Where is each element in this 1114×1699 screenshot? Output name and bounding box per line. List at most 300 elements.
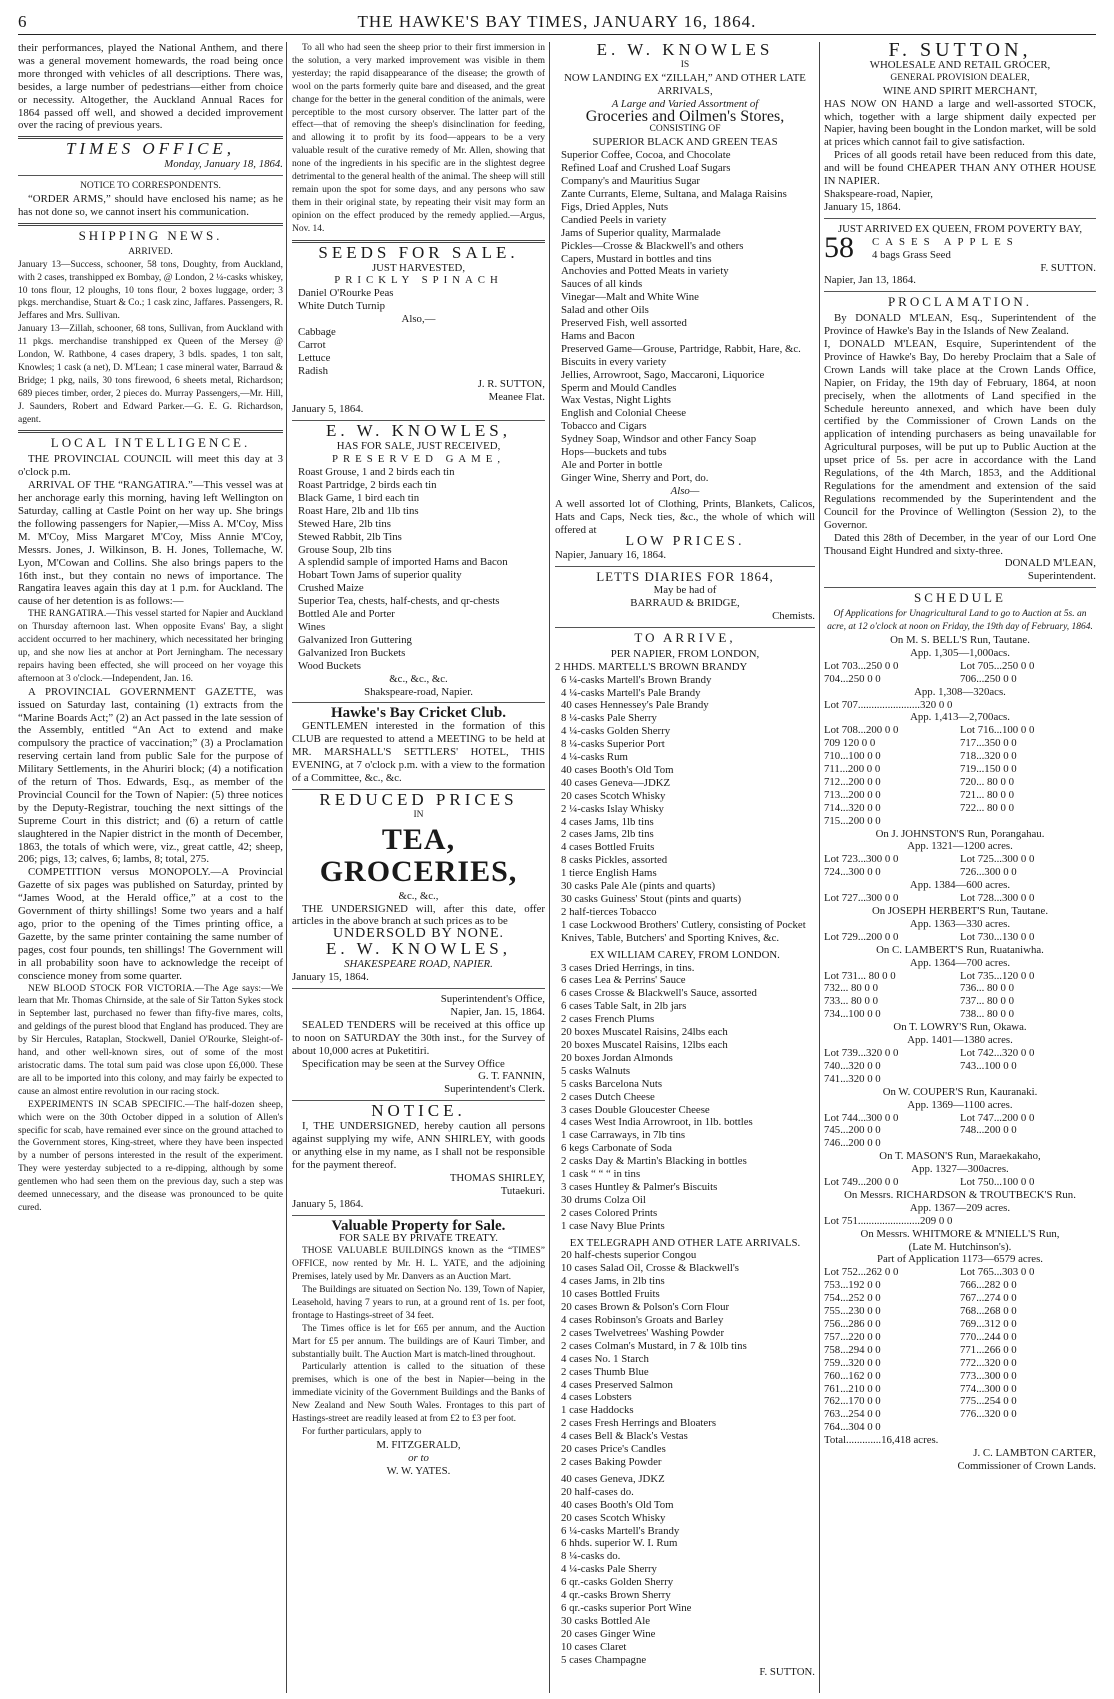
list-item: 20 boxes Jordan Almonds: [561, 1051, 673, 1064]
list-item: 5 casks Walnuts: [561, 1064, 631, 1077]
schedule-run: On C. LAMBERT'S Run, Ruataniwha.: [876, 943, 1044, 956]
list-item: Candied Peels in variety: [561, 213, 667, 226]
ad-text: I, THE UNDERSIGNED, hereby caution all persons against supplying my wife, ANN SHIRLEY, with goods or anything else in my name, as I shall not be responsible for the payment thereof.: [292, 1120, 545, 1171]
schedule-lot: 756...286 0 0: [824, 1318, 881, 1330]
seed-list: [292, 326, 545, 378]
list-item: 6 ¼-casks Martell's Brown Brandy: [561, 673, 712, 686]
ad-title: EX WILLIAM CAREY, FROM LONDON.: [590, 948, 780, 961]
ad-date: January 15, 1864.: [292, 971, 369, 984]
list-item: Preserved Fish, well assorted: [561, 317, 687, 330]
ad-address: Shakspeare-road, Napier.: [364, 685, 473, 698]
divider: [18, 430, 283, 433]
schedule-lot: 711...200 0 0: [824, 763, 881, 776]
schedule-lot: 774...300 0 0: [960, 1382, 1017, 1395]
schedule-lot: Lot 749...200 0 0: [824, 1176, 899, 1189]
list-item: 4 cases No. 1 Starch: [561, 1352, 649, 1365]
schedule-lot-row: [824, 750, 1096, 763]
schedule-lot: 761...210 0 0: [824, 1382, 881, 1395]
list-item: 2 cases French Plums: [561, 1013, 655, 1026]
schedule-lot: 775...254 0 0: [960, 1395, 1017, 1408]
schedule-run: App. 1401—1380 acres.: [907, 1034, 1013, 1047]
divider: [555, 627, 815, 628]
schedule-lot: 709 120 0 0: [824, 737, 876, 750]
list-item: Wax Vestas, Night Lights: [561, 394, 671, 407]
list-item: 8 ¼-casks Pale Sherry: [561, 712, 657, 725]
divider: [292, 988, 545, 989]
column-2: [292, 42, 545, 1695]
schedule-lot-row: [824, 931, 1096, 944]
ad-subtitle: NOW LANDING EX “ZILLAH,” AND OTHER LATE ARRIVALS,: [564, 71, 806, 97]
schedule-lot: 717...350 0 0: [960, 737, 1017, 750]
schedule-lot: [960, 815, 1096, 828]
also-label: Also,—: [401, 313, 436, 326]
schedule-lot: 712...200 0 0: [824, 775, 881, 788]
list-item: 2 cases Colman's Mustard, in 7 & 10lb tins: [561, 1339, 747, 1352]
list-item: Company's and Mauritius Sugar: [561, 175, 700, 188]
section-title: PROCLAMATION.: [887, 294, 1033, 310]
list-item: 2 cases Colored Prints: [561, 1206, 658, 1219]
schedule-lot-row: [824, 1318, 1096, 1331]
list-item: Vinegar—Malt and White Wine: [561, 291, 699, 304]
schedule-lot: Lot 725...300 0 0: [960, 853, 1035, 866]
list-item: 4 cases Lobsters: [561, 1391, 632, 1404]
shipping-entry: January 13—Success, schooner, 58 tons, Doughty, from Auckland, with 2 cases, transhipped ex Bombay, @ London, 2 ¼-casks whiskey, 10 tons flour, 12 ploughs, 10 tons flour, 2 boxes luggage, order; 3 pkgs. merchandise, Stuart & Co.; 1 cask zinc, Jaffares. Passengers, R. Jeffares and Mrs. Sullivan.: [18, 259, 283, 322]
schedule-lot: 740...320 0 0: [824, 1059, 881, 1072]
list-item: 1 tierce English Hams: [561, 867, 657, 880]
list-item: Lettuce: [298, 351, 331, 364]
schedule-lot: Lot 747...200 0 0: [960, 1111, 1035, 1124]
apples-line: CASES APPLES: [872, 235, 1019, 248]
list-item: Sperm and Mould Candles: [561, 381, 677, 394]
list-item: 4 cases Preserved Salmon: [561, 1378, 673, 1391]
schedule-line: Total.............16,418 acres.: [824, 1434, 939, 1447]
ad-headline: Groceries and Oilmen's Stores,: [585, 107, 785, 125]
list-item: Ginger Wine, Sherry and Port, do.: [561, 471, 709, 484]
ad-subtitle: HAS FOR SALE, JUST RECEIVED,: [336, 440, 501, 453]
list-item: 4 cases Jams, 1lb tins: [561, 815, 654, 828]
ad-title: NOTICE.: [371, 1101, 466, 1121]
schedule-lot-row: [824, 1266, 1096, 1279]
proclamation-dated: Dated this 28th of December, in the year of our Lord One Thousand Eight Hundred and sixty-three.: [824, 531, 1096, 557]
divider: [824, 218, 1096, 219]
schedule-lot: Lot 716...100 0 0: [960, 724, 1035, 737]
goods-list: [555, 674, 815, 945]
schedule-lot: 724...300 0 0: [824, 866, 881, 879]
ad-role: Superintendent's Clerk.: [444, 1083, 545, 1096]
column-rule: [549, 42, 550, 1693]
article-text: ARRIVAL OF THE “RANGATIRA.”—This vessel was at her anchorage early this morning, having left Wellington on Saturday, calling at Castle Point on her way up. She brings the following passengers for Napier,—Miss A. M'Coy, Miss M. M'Coy, Miss Margaret M'Coy, Miss Annie M'Coy, Messrs. Jones, J. Wilkinson, B. H. Jones, Tollemache, W. Lyon, M'Cowan and Collins. She also brings papers to the 16th inst., but they contain no news of importance. The Rangatira leaves again this day at 1 p.m. for Auckland. The cause of her detention is as follows:—: [18, 479, 283, 608]
list-item: 40 cases Booth's Old Tom: [561, 1498, 674, 1511]
schedule-run: App. 1369—1100 acres.: [907, 1098, 1013, 1111]
ad-subtitle: FOR SALE BY PRIVATE TREATY.: [339, 1232, 498, 1245]
proclamation-signature: DONALD M'LEAN,: [1004, 557, 1096, 570]
list-item: 30 drums Colza Oil: [561, 1193, 646, 1206]
ad-title: SEEDS FOR SALE.: [318, 242, 519, 262]
schedule-lot: 763...254 0 0: [824, 1408, 881, 1421]
schedule-run: App. 1,413—2,700acs.: [910, 711, 1010, 724]
masthead-title: THE HAWKE'S BAY TIMES, JANUARY 16, 1864.: [357, 12, 757, 31]
article-text: To all who had seen the sheep prior to their first immersion in the solution, a very marked improvement was visible in them yesterday; the rapid disappearance of the disease; the growth of wool on the parts formerly quite bare and diseased, and the great change for the better in the general condition of the animals, were perceptible to the most cursory observer. The latter part of the effect—that of removing the sheep's disinclination for feeding, and allowing it to profit by its food—appears to be a very valuable result of the curative remedy of Mr. Allen, showing that none of the ingredients in his specific are in the slightest degree detrimental to the general health of the animal. The sheep will still remain upon the spot for some days, and any persons who saw them in their original state, by repeating their visit may form an opinion on the effect produced by the remedy applied.—Argus, Nov. 14.: [292, 43, 545, 234]
apples-block: [824, 231, 1096, 265]
schedule-lot: Lot 765...303 0 0: [960, 1266, 1035, 1279]
column-rule: [286, 42, 287, 1693]
ad-date: Napier, January 16, 1864.: [555, 549, 667, 562]
ad-subtitle: WINE AND SPIRIT MERCHANT,: [882, 84, 1038, 97]
ad-date: Napier, Jan 13, 1864.: [824, 274, 916, 287]
list-item: 8 ¼-casks do.: [561, 1550, 621, 1563]
list-item: Wood Buckets: [298, 659, 362, 672]
schedule-lot-row: [824, 982, 1096, 995]
office-date: Napier, Jan. 15, 1864.: [450, 1005, 545, 1018]
list-item: 1 case Navy Blue Prints: [561, 1219, 665, 1232]
ad-signature: F. SUTTON.: [759, 1666, 815, 1679]
list-item: Radish: [298, 364, 328, 377]
schedule-lot: 721... 80 0 0: [960, 788, 1014, 801]
schedule-lot-row: [824, 1370, 1096, 1383]
list-item: 20 half-chests superior Congou: [561, 1249, 697, 1262]
list-item: English and Colonial Cheese: [561, 407, 687, 420]
schedule-lot-row: [824, 1124, 1096, 1137]
list-item: A splendid sample of imported Hams and Bacon: [298, 556, 508, 569]
ad-subtitle: May be had of: [653, 584, 717, 597]
list-item: 4 ¼-casks Rum: [561, 751, 628, 764]
ad-signature: THOMAS SHIRLEY,: [449, 1171, 545, 1184]
list-item: 1 cask “ “ “ in tins: [561, 1168, 641, 1181]
apples-number: 58: [824, 231, 854, 265]
list-item: 6 hhds. superior W. I. Rum: [561, 1537, 678, 1550]
ad-subtitle: A Large and Varied Assortment of: [611, 97, 759, 110]
ad-role: Chemists.: [772, 609, 815, 622]
schedule-lot-row: [824, 1073, 1096, 1086]
list-item: 6 kegs Carbonate of Soda: [561, 1142, 672, 1155]
list-item: Roast Grouse, 1 and 2 birds each tin: [298, 466, 455, 479]
ad-signature: M. FITZGERALD,: [376, 1438, 461, 1451]
ad-signature: J. R. SUTTON,: [477, 377, 545, 390]
goods-list: [292, 556, 545, 672]
schedule-lot: 748...200 0 0: [960, 1124, 1017, 1137]
ad-signature: W. W. YATES.: [386, 1464, 451, 1477]
schedule-lot: 772...320 0 0: [960, 1356, 1017, 1369]
section-title: SCHEDULE: [914, 590, 1006, 606]
seed-list: [292, 287, 545, 313]
list-item: Carrot: [298, 338, 326, 351]
list-item: 20 cases Brown & Polson's Corn Flour: [561, 1301, 730, 1314]
list-item: 10 cases Claret: [561, 1640, 627, 1653]
ad-address: Shakspeare-road, Napier,: [824, 187, 933, 200]
schedule-lot: 736... 80 0 0: [960, 982, 1014, 995]
column-3: [555, 42, 815, 1695]
schedule-lot-row: [824, 1331, 1096, 1344]
schedule-run: On Messrs. WHITMORE & M'NIELL'S Run,: [860, 1227, 1060, 1240]
list-item: 10 cases Bottled Fruits: [561, 1288, 660, 1301]
schedule-lot-row: [824, 853, 1096, 866]
schedule-lot: 743...100 0 0: [960, 1059, 1017, 1072]
list-item: 6 qr.-casks Golden Sherry: [561, 1576, 674, 1589]
list-item: Refined Loaf and Crushed Loaf Sugars: [561, 162, 731, 175]
schedule-lot: 755...230 0 0: [824, 1305, 881, 1318]
list-item: 4 cases Bell & Black's Vestas: [561, 1430, 688, 1443]
divider: [824, 291, 1096, 292]
schedule-run: On Messrs. RICHARDSON & TROUTBECK'S Run.: [844, 1188, 1076, 1201]
schedule-lot-row: [824, 1008, 1096, 1021]
schedule-lot: 738... 80 0 0: [960, 1008, 1014, 1021]
article-text: their performances, played the National Anthem, and there was a general movement homewards, the road being once more thronged with vehicles of all descriptions. There was, besides, a large number of pedestrians—either from choice or necessity. Altogether, the Auckland Annual Races for 1864 passed off well, and showed a decided improvement over the racing of previous years.: [18, 42, 283, 132]
ad-text: THOSE VALUABLE BUILDINGS known as the “TIMES” OFFICE, now rented by Mr. H. L. YATE, and the adjoining Premises, lately used by Mr. Danvers as an Auction Mart.: [292, 1246, 545, 1283]
list-item: 20 cases Scotch Whisky: [561, 789, 666, 802]
schedule-lot: 760...162 0 0: [824, 1369, 881, 1382]
divider: [292, 1215, 545, 1216]
schedule-lot: 710...100 0 0: [824, 750, 881, 763]
schedule-lot: 759...320 0 0: [824, 1356, 881, 1369]
schedule-lot: 704...250 0 0: [824, 672, 881, 685]
schedule-run: App. 1321—1200 acres.: [907, 840, 1013, 853]
list-item: Capers, Mustard in bottles and tins: [561, 252, 712, 265]
schedule-lot-row: [824, 1176, 1096, 1189]
schedule-run: App. 1,305—1,000acs.: [910, 646, 1010, 659]
schedule-run: On J. JOHNSTON'S Run, Porangahau.: [875, 827, 1045, 840]
divider: [18, 175, 283, 176]
schedule-lot: Lot 742...320 0 0: [960, 1046, 1035, 1059]
schedule-run: On T. MASON'S Run, Maraekakaho,: [879, 1150, 1041, 1163]
schedule-run: On JOSEPH HERBERT'S Run, Tautane.: [871, 905, 1049, 917]
schedule-lot: 769...312 0 0: [960, 1318, 1017, 1330]
divider: [292, 702, 545, 703]
list-item: 2 half-tierces Tobacco: [561, 905, 657, 918]
schedule-run: (Late M. Hutchinson's).: [908, 1240, 1012, 1253]
schedule-lot-row: [824, 673, 1096, 686]
schedule-lot: Lot 739...320 0 0: [824, 1046, 899, 1059]
ad-title: LETTS DIARIES FOR 1864,: [596, 569, 774, 585]
list-item: 3 cases Huntley & Palmer's Biscuits: [561, 1180, 718, 1193]
list-item: 6 cases Crosse & Blackwell's Sauce, assorted: [561, 987, 757, 1000]
schedule-lot: 713...200 0 0: [824, 788, 881, 801]
schedule-lot: 773...300 0 0: [960, 1369, 1017, 1382]
schedule-lot: 746...200 0 0: [824, 1137, 881, 1150]
article-text: A PROVINCIAL GOVERNMENT GAZETTE, was issued on Saturday last, containing (1) extracts from the “Marine Boards Act;” (2) an Act passed in the late session of the Assembly, entitled “An Act to extend and make compulsory the practice of vaccination;” (3) a Proclamation reserving certain land from public Sale for the purpose of Military Settlements, in the Ahuriri block; (4) a notification of the return of Thos. Edwards, Esq., as member of the Provincial Council for the Town of Napier: (5) three notices by the Deputy-Registrar, touching the next sittings of the Supreme Court in this district; and (6) a return of cattle slaughtered in the Napier district in the month of December, 1863, the totals of which were, viz., great cattle, 42; sheep, 206; pigs, 13; calves, 6; lambs, 8; total, 275.: [18, 685, 283, 866]
schedule-lot-row: [824, 1292, 1096, 1305]
schedule-run: App. 1367—209 acres.: [909, 1201, 1011, 1214]
column-1: [18, 42, 283, 1695]
list-item: 30 casks Bottled Ale: [561, 1614, 651, 1627]
list-item: Roast Hare, 2lb and 1lb tins: [298, 504, 419, 517]
list-item: Hams and Bacon: [561, 329, 635, 342]
schedule-lot: 720... 80 0 0: [960, 775, 1014, 788]
list-item: 1 case Lockwood Brothers' Cutlery, consisting of Pocket Knives, Table, Butchers' and Sporting Knives, &c.: [561, 918, 806, 944]
schedule-lot-row: [824, 1395, 1096, 1408]
goods-list: [555, 1473, 815, 1667]
ad-first-line: PRICKLY SPINACH: [334, 274, 503, 287]
list-item: 40 cases Booth's Old Tom: [561, 763, 674, 776]
article-text: EXPERIMENTS IN SCAB SPECIFIC.—The half-dozen sheep, which were on the 30th October dipped in a solution of Allen's specific for scab, have remained ever since on the ground attached to the Government stores, King-street, where they have been inspected by a number of persons interested in the result of the experiment. They were yesterday subjected to a re-dipping, although by some gentlemen who had seen them on the previous day, such a step was deemed unnecessary, and the disease was pronounced to be quite cured.: [18, 1099, 283, 1213]
schedule-lot: 764...304 0 0: [824, 1421, 881, 1434]
ad-first-line: PRESERVED GAME,: [331, 453, 506, 466]
schedule-lot: 726...300 0 0: [960, 866, 1017, 879]
ad-text: GENTLEMEN interested in the formation of this CLUB are requested to attend a MEETING to be held at MR. MARSHALL'S SETTLERS' HOTEL, THIS EVENING, at 7 o'clock p.m. with a view to the formation of a Committee, &c., &c.: [292, 720, 545, 784]
schedule-lot-row: [824, 1047, 1096, 1060]
list-item: 40 cases Hennessey's Pale Brandy: [561, 699, 709, 712]
schedule-lot-row: [824, 1112, 1096, 1125]
schedule-run: App. 1327—300acres.: [911, 1163, 1009, 1176]
ad-or: or to: [408, 1451, 429, 1464]
list-item: 4 ¼-casks Golden Sherry: [561, 725, 671, 738]
proclamation-body: I, DONALD M'LEAN, Esquire, Superintendent of the Province of Hawke's Bay, Do hereby Proclaim that a Sale of Crown Lands will take place at the Crown Lands Office, Napier, on Friday, the 19th day of February, 1864, at noon precisely, when the allotments of Land specified in the Schedule hereunto annexed, and which have been duly certified by the Commissioner of Crown Lands on the application of intending purchasers as being unavailable for Agricultural purposes, will be put up to Public Auction at the upset price of 5s. per acre in accordance with the Land Regulations, of the 4th March, 1853, and the Additional Regulations for the amendment and extension of the said Regulations recommended by the Superintendent and the Council for the Province of Wellington (Session 2), to the Governor.: [824, 338, 1096, 531]
schedule-lot: 771...266 0 0: [960, 1343, 1017, 1356]
list-item: Preserved Game—Grouse, Partridge, Rabbit, Hare, &c.: [561, 342, 801, 355]
ad-headline: TEA, GROCERIES,: [319, 822, 518, 888]
list-item: Pickles—Crosse & Blackwell's and others: [561, 239, 744, 252]
list-item: 20 cases Price's Candles: [561, 1443, 666, 1456]
list-item: 20 cases Ginger Wine: [561, 1627, 656, 1640]
schedule-lot-row: [824, 866, 1096, 879]
ad-date: January 5, 1864.: [292, 403, 364, 416]
proclamation-intro: By DONALD M'LEAN, Esq., Superintendent of the Province of Hawke's Bay in the Islands of New Zealand.: [824, 312, 1096, 338]
schedule-lot: 745...200 0 0: [824, 1124, 881, 1137]
ad-title: F. SUTTON,: [888, 42, 1032, 61]
schedule-lot: [960, 1137, 1096, 1150]
list-item: Cabbage: [298, 326, 336, 339]
list-item: 4 cases Robinson's Groats and Barley: [561, 1314, 724, 1326]
list-item: Hobart Town Jams of superior quality: [298, 569, 462, 582]
schedule-lot-row: [824, 660, 1096, 673]
ad-text: The Times office is let for £65 per annum, and the Auction Mart for £5 per annum. The buildings are of Kauri Timber, and substantially built. The Auction Mart is match-lined throughout.: [292, 1323, 545, 1360]
list-item: 2 cases Fresh Herrings and Bloaters: [561, 1417, 717, 1430]
schedule-lot: Lot 723...300 0 0: [824, 853, 899, 866]
ad-text: SEALED TENDERS will be received at this office up to noon on SATURDAY the 30th inst., for the Survey of about 10,000 acres at Puketitiri.: [292, 1018, 545, 1057]
list-item: Superior Tea, chests, half-chests, and qr-chests: [298, 595, 500, 608]
list-item: 40 cases Geneva, JDKZ: [561, 1472, 665, 1485]
schedule-run: On M. S. BELL'S Run, Tautane.: [890, 633, 1030, 646]
list-item: Superior Coffee, Cocoa, and Chocolate: [561, 149, 731, 162]
ad-subtitle: IN: [413, 809, 424, 820]
ad-title: Hawke's Bay Cricket Club.: [330, 705, 506, 722]
ad-title: E. W. KNOWLES: [596, 42, 774, 59]
list-item: 20 half-cases do.: [561, 1485, 634, 1498]
list-item: Galvanized Iron Buckets: [298, 646, 406, 659]
schedule-lot: 757...220 0 0: [824, 1330, 881, 1343]
list-item: Stewed Hare, 2lb tins: [298, 517, 391, 530]
goods-list: [555, 149, 815, 485]
schedule-lot-row: [824, 724, 1096, 737]
schedule-run: App. 1363—330 acres.: [909, 917, 1011, 930]
list-item: 4 cases Bottled Fruits: [561, 841, 655, 854]
list-item: 2 cases Dutch Cheese: [561, 1090, 655, 1103]
schedule-lot-row: [824, 802, 1096, 815]
list-item: Daniel O'Rourke Peas: [298, 287, 394, 300]
list-item: 3 cases Dried Herrings, in tins.: [561, 961, 695, 974]
schedule-lot: 776...320 0 0: [960, 1408, 1017, 1421]
list-item: 4 cases West India Arrowroot, in 1lb. bottles: [561, 1116, 753, 1129]
schedule-lot: Lot 735...120 0 0: [960, 969, 1035, 982]
list-item: Black Game, 1 bird each tin: [298, 491, 420, 504]
section-title: LOCAL INTELLIGENCE.: [50, 435, 251, 451]
list-item: 2 cases Baking Powder: [561, 1455, 662, 1468]
ad-text: Specification may be seen at the Survey Office: [302, 1057, 505, 1070]
list-item: Tobacco and Cigars: [561, 420, 647, 433]
list-item: 2 ¼-casks Islay Whisky: [561, 802, 664, 815]
schedule-lot-row: [824, 789, 1096, 802]
list-item: Galvanized Iron Guttering: [298, 633, 412, 646]
ad-date: January 5, 1864.: [292, 1197, 364, 1210]
also-label: Also—: [670, 484, 700, 497]
schedule-lot: 706...250 0 0: [960, 672, 1017, 685]
schedule-lot: 753...192 0 0: [824, 1279, 881, 1292]
schedule-lot: [960, 1073, 1096, 1086]
ad-headline: UNDERSOLD BY NONE.: [332, 926, 505, 942]
list-item: Biscuits in every variety: [561, 355, 667, 368]
ad-signature: F. SUTTON.: [1040, 261, 1096, 274]
page-header: [18, 8, 1096, 35]
office-line: Superintendent's Office,: [440, 993, 545, 1005]
ad-text: HAS NOW ON HAND a large and well-assorted STOCK, which, together with a large shipment daily expected per Napier, having been bought in the London market, will be sold at prices which cannot fail to give satisfaction.: [824, 97, 1096, 149]
ad-title: REDUCED PRICES: [319, 789, 518, 809]
list-item: 4 cases Jams, in 2lb tins: [561, 1275, 665, 1288]
schedule-lot: Lot 703...250 0 0: [824, 659, 899, 672]
schedule-role: Commissioner of Crown Lands.: [957, 1459, 1096, 1472]
ad-text: Prices of all goods retail have been reduced from this date, and will be found CHEAPER THAN ANY OTHER HOUSE IN NAPIER.: [824, 149, 1096, 188]
shipping-entry: January 13—Zillah, schooner, 68 tons, Sullivan, from Auckland with 11 pkgs. merchandise transhipped ex Queen of the Mersey @ London, W. Rathbone, 4 cases drapery, 3 bdls. spades, 1 ton salt, Knowles; 1 cask (a net), D. M'Lean; 1 case mineral water, Barraud & Bridge; 1 pkg, nails, 30 tons firewood, 6 sheets metal, Richardson; 689 pieces timber, order, 2 pieces do. Murray Passengers,—Mr. Hill, J. Saunders, Robert and Edward Parker.—G. E. G. Richardson, agent.: [18, 324, 283, 425]
schedule-lot: Lot 729...200 0 0: [824, 930, 899, 943]
ad-signature: E. W. KNOWLES,: [326, 939, 511, 959]
notice-text: “ORDER ARMS,” should have enclosed his name; as he has not done so, we cannot insert his communication.: [18, 193, 283, 218]
list-item: 6 cases Lea & Perrins' Sauce: [561, 974, 686, 987]
ad-date: January 15, 1864.: [824, 200, 901, 213]
list-item: 2 cases Jams, 2lb tins: [561, 828, 654, 841]
schedule-lot: 754...252 0 0: [824, 1292, 881, 1305]
ad-first-line: 2 HHDS. MARTELL'S BROWN BRANDY: [555, 660, 748, 673]
schedule-lot: Lot 705...250 0 0: [960, 659, 1035, 672]
schedule-lot: 718...320 0 0: [960, 750, 1017, 763]
ad-headline: LOW PRICES.: [625, 534, 745, 550]
schedule-lot: 768...268 0 0: [960, 1305, 1017, 1318]
article-text: NEW BLOOD STOCK FOR VICTORIA.—The Age says:—We learn that Mr. Thomas Chirnside, at the sale of Sir Tatton Sykes stock in September last, purchased no fewer than fifty-five mares, colts, and geldings of the purest blood that England has produced. They are by Sir Hercules, Rataplan, Stockwell, Daniel O'Rourke, Sleight-of-hand, and other well-known sires, out of some of the most aristocratic dams. The total sum paid was close upon £6,000. These are all to be imported into this colony, and may fairly be expected to cause an almost entire revolution in our racing stock.: [18, 983, 283, 1097]
list-item: 40 cases Geneva—JDKZ: [561, 776, 671, 789]
list-item: Salad and other Oils: [561, 304, 649, 317]
list-item: Anchovies and Potted Meats in variety: [561, 265, 729, 278]
list-item: White Dutch Turnip: [298, 300, 385, 313]
schedule-run: App. 1,308—320acs.: [914, 685, 1006, 698]
schedule-lot-row: [824, 1060, 1096, 1073]
apples-line: 4 bags Grass Seed: [872, 248, 951, 261]
schedule-lot: 767...274 0 0: [960, 1292, 1017, 1305]
etc-line: &c., &c., &c.: [389, 672, 448, 685]
list-item: 20 cases Scotch Whisky: [561, 1511, 666, 1524]
list-item: 5 cases Champagne: [561, 1653, 647, 1666]
list-item: Figs, Dried Apples, Nuts: [561, 200, 669, 213]
schedule-lot: 734...100 0 0: [824, 1008, 881, 1021]
schedule-lot-row: [824, 737, 1096, 750]
schedule-lot: Lot 727...300 0 0: [824, 892, 899, 905]
schedule-lot-row: [824, 1383, 1096, 1396]
schedule-lot: 770...244 0 0: [960, 1330, 1017, 1343]
ad-first-line: SUPERIOR BLACK AND GREEN TEAS: [592, 136, 778, 149]
schedule-run: On T. LOWRY'S Run, Okawa.: [893, 1021, 1027, 1034]
office-date: Monday, January 18, 1864.: [164, 158, 283, 171]
column-rule: [819, 42, 820, 1693]
schedule-lot: 719...150 0 0: [960, 763, 1017, 776]
schedule-lot: 758...294 0 0: [824, 1343, 881, 1356]
proclamation-role: Superintendent.: [1027, 570, 1096, 583]
list-item: Stewed Rabbit, 2lb Tins: [298, 530, 402, 543]
ad-subtitle: JUST HARVESTED,: [371, 261, 466, 274]
schedule-lot-row: [824, 995, 1096, 1008]
list-item: 2 cases Twelvetrees' Washing Powder: [561, 1326, 725, 1339]
ad-place: Tutaekuri.: [500, 1184, 545, 1197]
list-item: 2 cases Thumb Blue: [561, 1365, 649, 1378]
game-list: [292, 466, 545, 556]
list-item: 6 cases Table Salt, in 2lb jars: [561, 1000, 687, 1013]
schedule-lot: Lot 752...262 0 0: [824, 1266, 899, 1279]
column-4: [824, 42, 1096, 1695]
